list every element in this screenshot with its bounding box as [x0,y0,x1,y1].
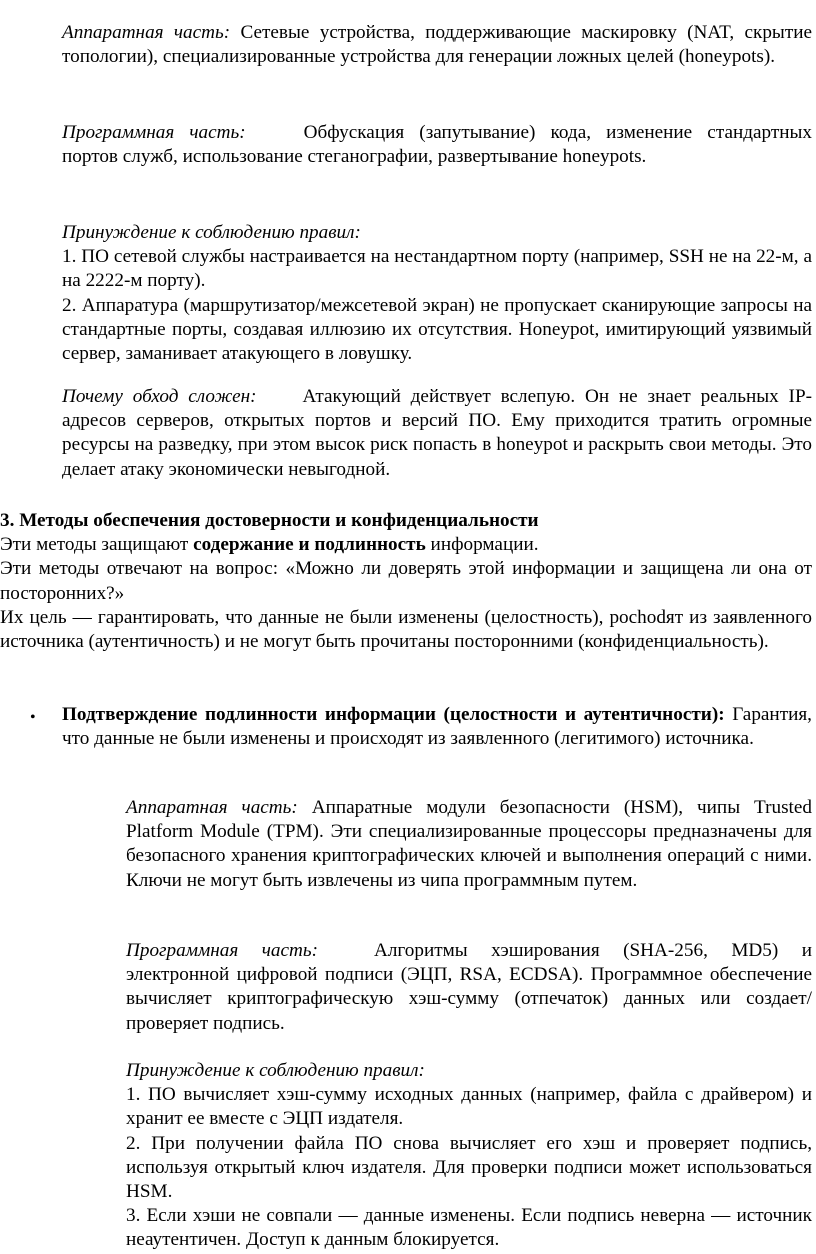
enforcement-item-2-3: 3. Если хэши не совпали — данные изменены. Если подпись неверна — источник неаутентичен. Доступ к данным блокируется. [126,1205,812,1251]
enforcement-item-2-2: 2. При получении файла ПО снова вычисляет его хэш и проверяет подпись, используя открытый ключ издателя. Для проверки подписи может использоваться HSM. [126,1132,812,1203]
section-line-2: Эти методы отвечают на вопрос: «Можно ли доверять этой информации и защищена ли она от посторонних?» [0,558,812,604]
section-3 [0,509,812,654]
bypass-label: Почему обход сложен: [62,386,257,407]
bypass-text: Атакующий действует вслепую. Он не знает реальных IP-адресов серверов, открытых портов и версий ПО. Ему приходится тратить огромные ресурсы на разведку, при этом высок риск попасть в honeypot и раскрыть свои методы. Это делает атаку экономически невыгодной. [62,386,813,480]
hardware-paragraph-1 [62,21,812,69]
section-line-3: Их цель — гарантировать, что данные не были изменены (целостность), pochodят из заявленного источника (аутентичность) и не могут быть прочитаны посторонними (конфиденциальность). [0,606,812,653]
software-label-1: Программная часть: [62,122,246,143]
section-line-1-pre: Эти методы защищают [0,534,194,556]
software-text-2: Алгоритмы хэширования (SHA-256, MD5) и электронной цифровой подписи (ЭЦП, RSA, ECDSA). Программное обеспечение вычисляет криптографическую хэш-сумму (отпечаток) данных или создает/проверяет подпись. [126,940,812,1034]
enforcement-label-2: Принуждение к соблюдению правил: [126,1060,425,1081]
enforcement-item-2-1: 1. ПО вычисляет хэш-сумму исходных данных (например, файла с драйвером) и хранит ее вместе с ЭЦП издателя. [126,1084,812,1130]
hardware-paragraph-2 [126,796,812,893]
section-heading: 3. Методы обеспечения достоверности и конфиденциальности [0,510,539,531]
software-text-1: Обфускация (запутывание) кода, изменение стандартных портов служб, использование стеганографии, развертывание honeypots. [62,122,812,168]
bullet-text: Гарантия, что данные не были изменены и происходят из заявленного (легитимого) источника. [62,704,812,750]
enforcement-paragraph-2 [126,1059,812,1253]
enforcement-label-1: Принуждение к соблюдению правил: [62,222,361,243]
bullet-paragraph [62,703,812,751]
enforcement-item-1: 1. ПО сетевой службы настраивается на нестандартном порту (например, SSH не на 22-м, а на 2222-м порту). [62,246,812,292]
hardware-text-1: Сетевые устройства, поддерживающие маскировку (NAT, скрытие топологии), специализированные устройства для генерации ложных целей (honeypots). [62,22,812,68]
section-line-1 [0,533,812,557]
software-paragraph-1 [62,121,812,169]
section-line-1-bold: содержание и подлинность [193,534,426,556]
enforcement-item-2: 2. Аппаратура (маршрутизатор/межсетевой экран) не пропускает сканирующие запросы на стандартные порты, создавая иллюзию их отсутствия. Honeypot, имитирующий уязвимый сервер, заманивает атакующего в ловушку. [62,294,812,365]
bullet-bold: Подтверждение подлинности информации (целостности и аутентичности): [62,704,725,725]
hardware-label-1: Аппаратная часть: [62,22,231,43]
software-label-2: Программная часть: [126,940,318,961]
section-line-1-post: информации. [425,534,539,556]
bypass-paragraph [62,385,812,482]
hardware-text-2: Аппаратные модули безопасности (HSM), чипы Trusted Platform Module (TPM). Эти специализированные процессоры предназначены для безопасного хранения криптографических ключей и выполнения операций с ними. Ключи не могут быть извлечены из чипа программным путем. [126,797,812,891]
bullet-marker: • [30,709,36,726]
software-paragraph-2 [126,939,812,1036]
enforcement-paragraph-1 [62,221,812,366]
bullet-item [0,703,812,751]
hardware-label-2: Аппаратная часть: [126,797,298,818]
